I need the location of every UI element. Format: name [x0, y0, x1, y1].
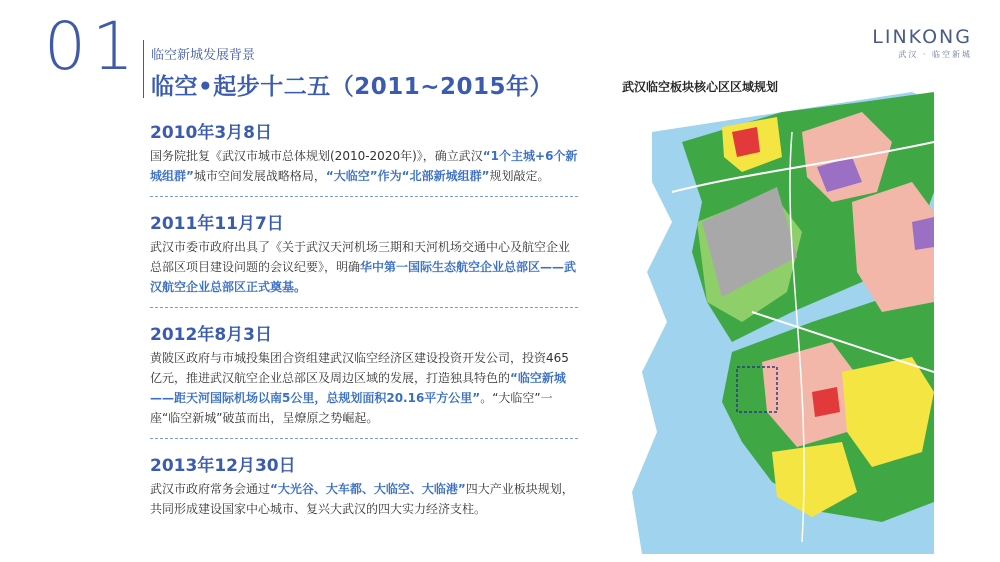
header-divider	[143, 40, 144, 98]
entry-text	[150, 146, 578, 186]
divider	[150, 307, 578, 308]
entry-highlight: “临空新城——距天河国际机场以南5公里，总规划面积20.16平方公里”	[150, 371, 566, 405]
entry-text-part: 规划敲定。	[489, 169, 550, 183]
entry-text-part: 武汉市委市政府出具了《关于武汉天河机场三期和天河机场交通中心及航空企业总部区项目建设问题的会议纪要》，明确	[150, 240, 571, 274]
entry-date: 2012年8月3日	[150, 325, 272, 345]
entry-text	[150, 348, 578, 428]
section-number: 01	[44, 8, 140, 85]
entry-text-part: 四大产业板块规划，共同形成建设国家中心城市、复兴大武汉的四大实力经济支柱。	[150, 482, 574, 516]
map-title: 武汉临空板块核心区区域规划	[622, 80, 779, 94]
entry-text-part: 黄陂区政府与市城投集团合资组建武汉临空经济区建设投资开发公司，投资465亿元，推进武汉航空企业总部区及周边区域的发展，打造独具特色的	[150, 351, 569, 385]
divider	[150, 438, 578, 439]
entry-text-part: 武汉市政府常务会通过	[150, 482, 271, 496]
timeline	[150, 118, 578, 527]
entry-text	[150, 479, 578, 519]
logo	[872, 26, 972, 60]
timeline-entry	[150, 209, 578, 297]
planning-map	[612, 72, 934, 554]
map-commercial-zone	[812, 387, 840, 417]
entry-highlight: 华中第一国际生态航空企业总部区——武汉航空企业总部区正式奠基。	[150, 260, 577, 294]
timeline-entry	[150, 451, 578, 519]
map-special-zone	[912, 217, 934, 250]
logo-subtext: 武汉 · 临空新城	[898, 50, 972, 59]
divider	[150, 196, 578, 197]
logo-text: LINKONG	[872, 26, 972, 48]
timeline-entry	[150, 320, 578, 428]
entry-text-part: 。“大临空”一座“临空新城”破茧而出，呈燎原之势崛起。	[150, 391, 553, 425]
entry-text-part: 国务院批复《武汉市城市总体规划(2010-2020年)》，确立武汉	[150, 149, 483, 163]
section-label: 临空新城发展背景	[151, 48, 256, 63]
entry-date: 2010年3月8日	[150, 123, 272, 143]
page-title: 临空•起步十二五（2011~2015年）	[151, 74, 553, 100]
entry-highlight: “大临空”作为“北部新城组群”	[325, 169, 490, 183]
map-commercial-zone	[732, 127, 760, 157]
entry-text-part: 城市空间发展战略格局，	[193, 169, 326, 183]
entry-text	[150, 237, 578, 297]
entry-highlight: “大光谷、大车都、大临空、大临港”	[270, 482, 466, 496]
planning-map-image	[612, 72, 934, 554]
entry-highlight: “1个主城+6个新城组群”	[150, 149, 578, 183]
entry-date: 2013年12月30日	[150, 456, 296, 476]
timeline-entry	[150, 118, 578, 186]
entry-date: 2011年11月7日	[150, 214, 284, 234]
